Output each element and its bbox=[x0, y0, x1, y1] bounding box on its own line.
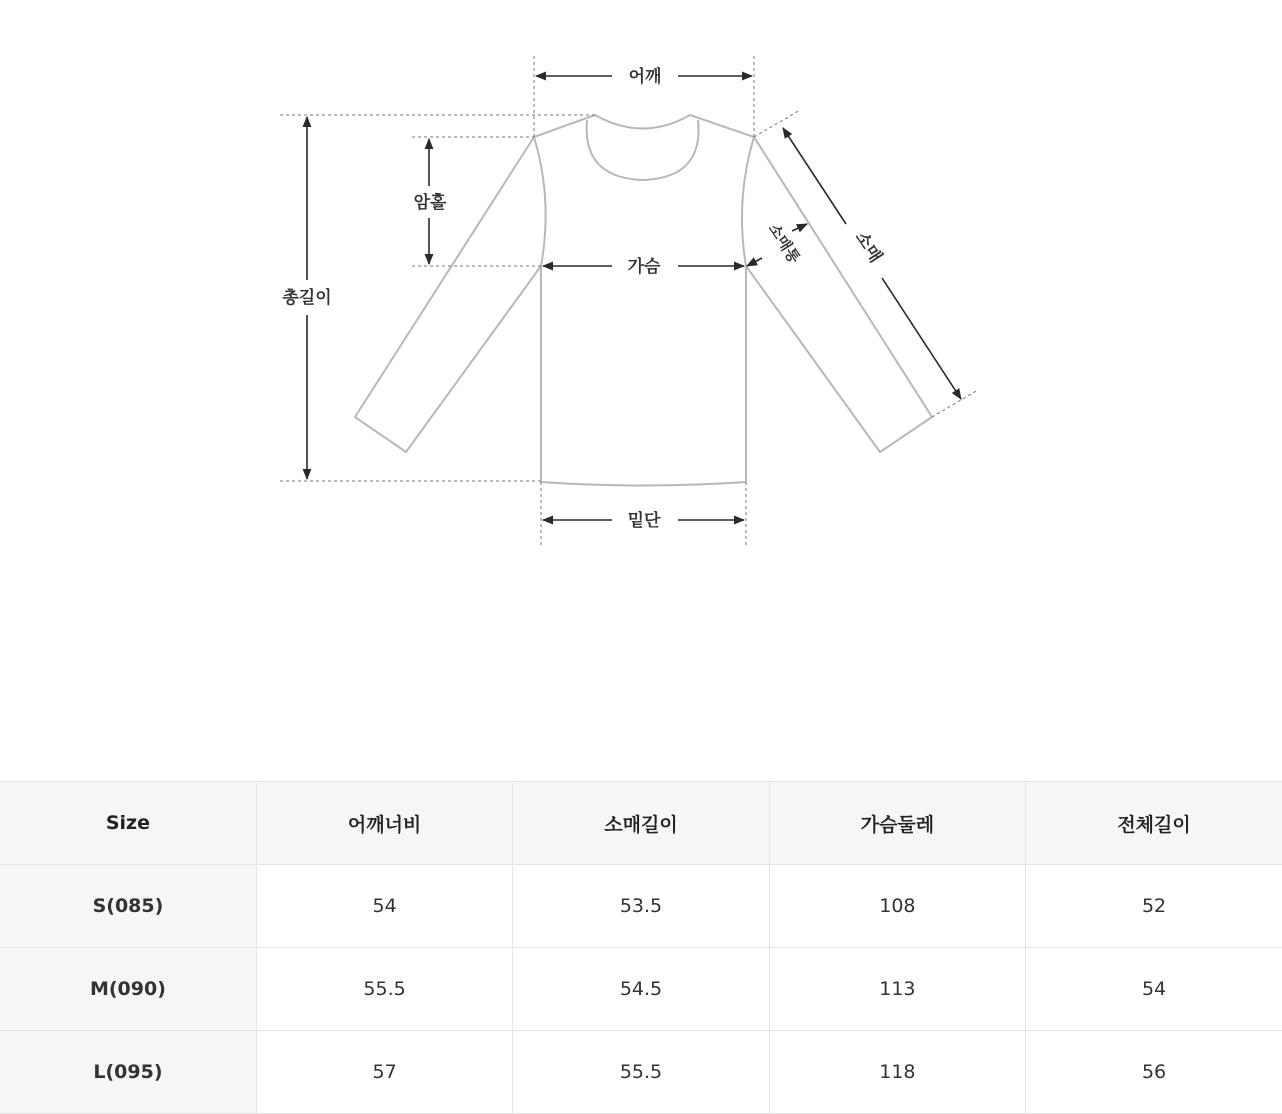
header-shoulder-width: 어깨너비 bbox=[256, 782, 512, 865]
sleeve-width-arrow-b bbox=[747, 258, 762, 266]
cell-chest-circumference: 113 bbox=[769, 948, 1025, 1031]
cell-total-length: 54 bbox=[1026, 948, 1282, 1031]
table-row bbox=[0, 1031, 1282, 1114]
sleeve-width-arrow-a bbox=[792, 224, 807, 231]
table-header-row bbox=[0, 782, 1282, 865]
cell-sleeve-length: 55.5 bbox=[513, 1031, 769, 1114]
cell-size: L(095) bbox=[0, 1031, 256, 1114]
cell-chest-circumference: 108 bbox=[769, 865, 1025, 948]
header-sleeve-length: 소매길이 bbox=[513, 782, 769, 865]
label-total-length: 총길이 bbox=[282, 288, 332, 308]
cell-total-length: 52 bbox=[1026, 865, 1282, 948]
cell-shoulder-width: 54 bbox=[256, 865, 512, 948]
shirt-outline bbox=[355, 115, 932, 486]
guide-lines bbox=[280, 56, 978, 547]
sleeve-arrow-bottom bbox=[882, 278, 961, 399]
cell-shoulder-width: 57 bbox=[256, 1031, 512, 1114]
label-shoulder: 어깨 bbox=[628, 67, 662, 87]
cell-size: S(085) bbox=[0, 865, 256, 948]
size-table bbox=[0, 781, 1282, 1114]
cell-sleeve-length: 54.5 bbox=[513, 948, 769, 1031]
header-total-length: 전체길이 bbox=[1026, 782, 1282, 865]
label-chest: 가슴 bbox=[627, 257, 661, 277]
cell-size: M(090) bbox=[0, 948, 256, 1031]
measure-arrows bbox=[307, 76, 961, 520]
label-sleeve-width: 소매통 bbox=[764, 220, 804, 267]
cell-shoulder-width: 55.5 bbox=[256, 948, 512, 1031]
header-chest-circumference: 가슴둘레 bbox=[769, 782, 1025, 865]
table-row bbox=[0, 865, 1282, 948]
label-hem: 밑단 bbox=[627, 511, 661, 531]
cell-total-length: 56 bbox=[1026, 1031, 1282, 1114]
sleeve-arrow-top bbox=[783, 128, 846, 224]
label-sleeve: 소매 bbox=[850, 228, 886, 267]
cell-sleeve-length: 53.5 bbox=[513, 865, 769, 948]
label-armhole: 암홀 bbox=[413, 193, 447, 213]
cell-chest-circumference: 118 bbox=[769, 1031, 1025, 1114]
table-row bbox=[0, 948, 1282, 1031]
header-size: Size bbox=[0, 782, 256, 865]
